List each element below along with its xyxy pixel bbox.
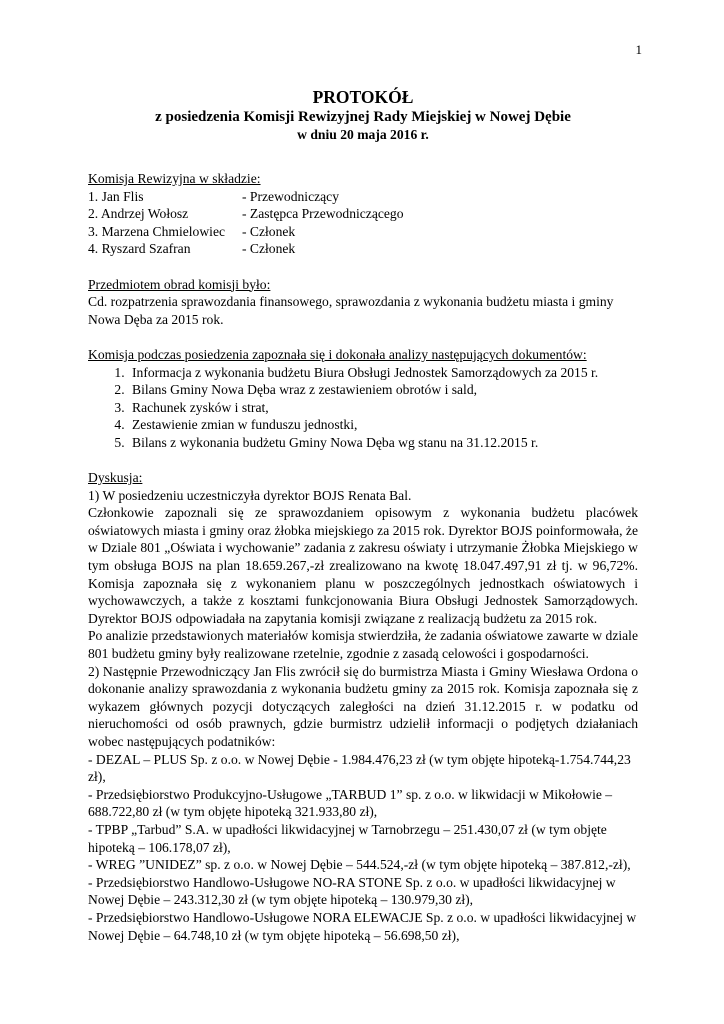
discussion-section bbox=[88, 469, 638, 944]
discussion-point-1-conclusion: Po analizie przedstawionych materiałów komisja stwierdziła, że zadania oświatowe zawarte w dziale 801 budżetu gminy były realizowane rzetelnie, zgodnie z zasadą celowości i gospodarności. bbox=[88, 628, 638, 662]
list-item: 1. Informacja z wykonania budżetu Biura Obsługi Jednostek Samorządowych za 2015 r. bbox=[128, 364, 638, 382]
document-subtitle: z posiedzenia Komisji Rewizyjnej Rady Miejskiej w Nowej Dębie bbox=[155, 109, 571, 125]
member-row bbox=[88, 205, 638, 223]
member-role: - Zastępca Przewodniczącego bbox=[242, 206, 404, 222]
member-row bbox=[88, 240, 638, 258]
debtor-item: - WREG ”UNIDEZ” sp. z o.o. w Nowej Dębie – 544.524,-zł (w tym objęte hipoteką – 387.812,-zł), bbox=[88, 857, 631, 873]
list-item: 5. Bilans z wykonania budżetu Gminy Nowa Dęba wg stanu na 31.12.2015 r. bbox=[128, 434, 638, 452]
discussion-point-1-body: Członkowie zapoznali się ze sprawozdaniem opisowym z wykonania budżetu placówek oświatowych miasta i gminy oraz żłobka miejskiego za 2015 rok. Dyrektor BOJS poinformowała, że w Dziale 801 „Oświata i wychowanie” zadania z zakresu oświaty i utrzymanie Żłobka Miejskiego w tym obsługa BOJS na plan 18.659.267,-zł zrealizowano na kwotę 18.047.497,91 zł tj. w 96,72%. Komisja zapoznała się z wykonaniem planu w poszczególnych jednostkach oświatowych i wychowawczych, a także z kosztami funkcjonowania Biura Obsługi Jednostek Samorządowych. Dyrektor BOJS odpowiadała na zapytania komisji związane z realizacją budżetu za 2015 rok. bbox=[88, 505, 638, 626]
page-number: 1 bbox=[635, 42, 642, 57]
member-name: 2. Andrzej Wołosz bbox=[88, 206, 189, 222]
committee-heading: Komisja Rewizyjna w składzie: bbox=[88, 171, 261, 186]
debtor-item: - Przedsiębiorstwo Produkcyjno-Usługowe „TARBUD 1” sp. z o.o. w likwidacji w Mikołowie – 688.722,80 zł (w tym objęte hipoteką 321.933,80 zł), bbox=[88, 786, 613, 820]
member-row bbox=[88, 223, 638, 241]
subject-text: Cd. rozpatrzenia sprawozdania finansowego, sprawozdania z wykonania budżetu miasta i gminy Nowa Dęba za 2015 rok. bbox=[88, 294, 614, 327]
subject-heading: Przedmiotem obrad komisji było: bbox=[88, 276, 271, 292]
debtor-item: - TPBP „Tarbud” S.A. w upadłości likwidacyjnej w Tarnobrzegu – 251.430,07 zł (w tym objęte hipoteką – 106.178,07 zł), bbox=[88, 821, 607, 855]
committee-section bbox=[88, 170, 638, 258]
member-name: 4. Ryszard Szafran bbox=[88, 241, 191, 257]
documents-list bbox=[88, 364, 638, 452]
member-row bbox=[88, 188, 638, 206]
member-role: - Członek bbox=[242, 223, 296, 239]
member-name: 3. Marzena Chmielowiec bbox=[88, 223, 226, 239]
discussion-point-2: 2) Następnie Przewodniczący Jan Flis zwrócił się do burmistrza Miasta i Gminy Wiesława Ordona o dokonanie analizy sprawozdania z wykonania budżetu gminy za 2015 rok. Komisja zapoznała się z wykazem głównych pozycji dotyczących zaległości na dzień 31.12.2015 r. w podatku od nieruchomości od osób prawnych, gdzie burmistrz udzielił informacji o podjętych działaniach wobec następujących podatników: bbox=[88, 663, 638, 749]
debtor-item: - Przedsiębiorstwo Handlowo-Usługowe NO-RA STONE Sp. z o.o. w upadłości likwidacyjnej w Nowej Dębie – 243.312,30 zł (w tym objęte hipoteką – 130.979,30 zł), bbox=[88, 874, 616, 908]
member-name: 1. Jan Flis bbox=[88, 188, 144, 204]
discussion-point-1-intro: 1) W posiedzeniu uczestniczyła dyrektor BOJS Renata Bal. bbox=[88, 487, 412, 503]
discussion-heading: Dyskusja: bbox=[88, 470, 143, 486]
member-role: - Członek bbox=[242, 241, 296, 257]
list-item: 3. Rachunek zysków i strat, bbox=[128, 399, 638, 417]
documents-section bbox=[88, 346, 638, 452]
document-page bbox=[88, 0, 638, 944]
document-date: w dniu 20 maja 2016 r. bbox=[297, 127, 429, 142]
debtor-item: - DEZAL – PLUS Sp. z o.o. w Nowej Dębie - 1.984.476,23 zł (w tym objęte hipoteką-1.754.744,23 zł), bbox=[88, 751, 631, 785]
list-item: 2. Bilans Gminy Nowa Dęba wraz z zestawieniem obrotów i sald, bbox=[128, 381, 638, 399]
subject-section bbox=[88, 276, 638, 329]
list-item: 4. Zestawienie zmian w funduszu jednostki, bbox=[128, 416, 638, 434]
document-title: PROTOKÓŁ bbox=[312, 87, 414, 107]
debtor-item: - Przedsiębiorstwo Handlowo-Usługowe NORA ELEWACJE Sp. z o.o. w upadłości likwidacyjnej w Nowej Dębie – 64.748,10 zł (w tym objęte hipoteką – 56.698,50 zł), bbox=[88, 909, 637, 943]
member-role: - Przewodniczący bbox=[242, 188, 339, 204]
documents-heading: Komisja podczas posiedzenia zapoznała się i dokonała analizy następujących dokumentów: bbox=[88, 346, 587, 362]
